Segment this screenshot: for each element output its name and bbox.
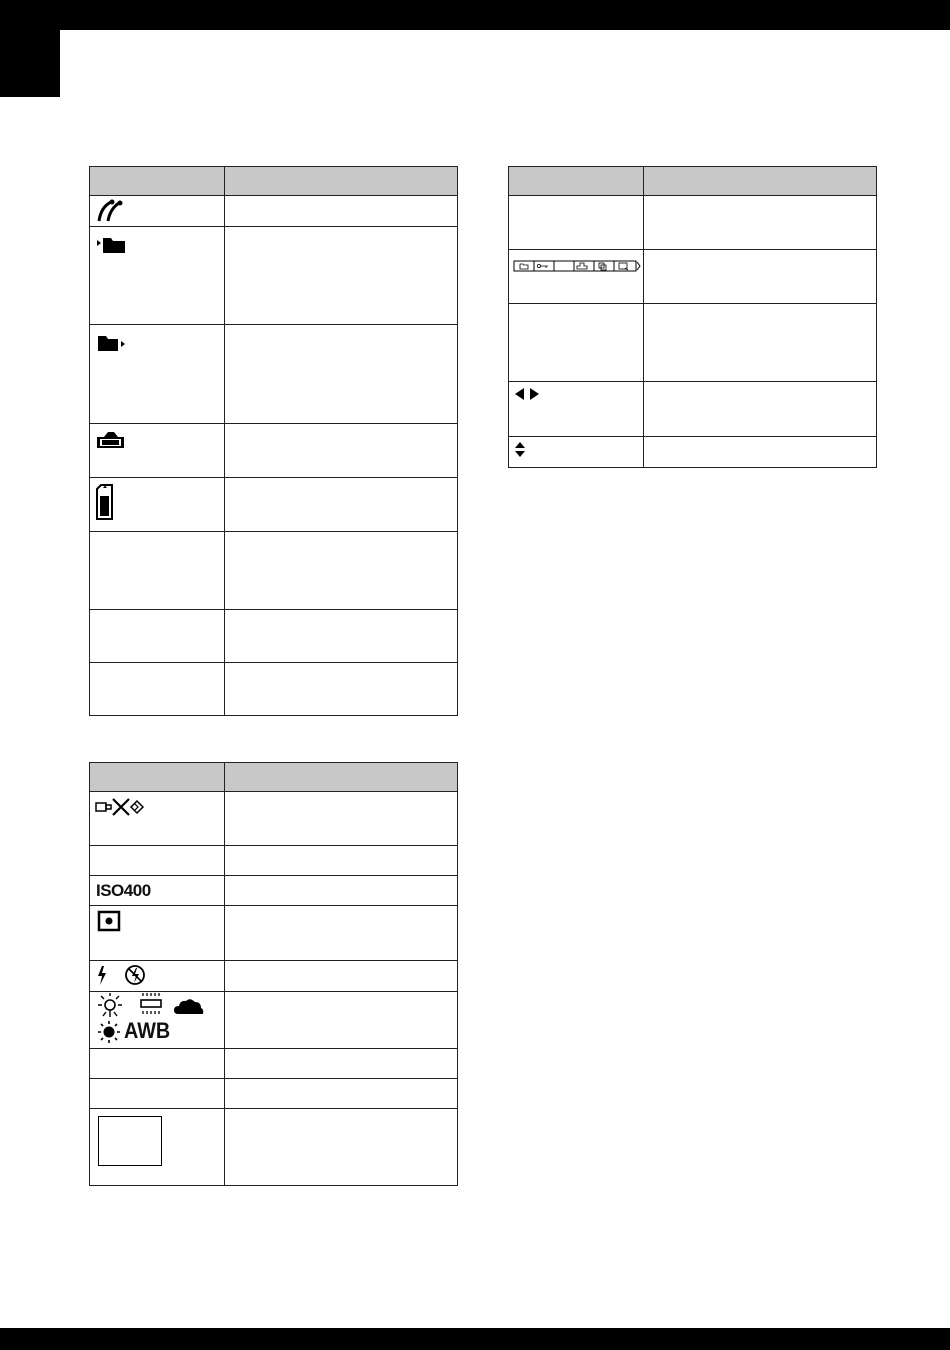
- header-indication: [644, 167, 877, 196]
- bottom-bar: [0, 1328, 950, 1350]
- table-row: [90, 846, 458, 876]
- row-icon: [90, 532, 225, 610]
- header-indication: [225, 167, 458, 196]
- row-icon: [90, 1049, 225, 1079]
- table-row: [90, 961, 458, 992]
- icon-table-left-bottom: [89, 762, 458, 1186]
- table-header: [509, 167, 877, 196]
- folder-prev-icon: [96, 334, 136, 360]
- table-row: [509, 196, 877, 250]
- table-row: [90, 532, 458, 610]
- row-text: [644, 382, 877, 437]
- table-row: [90, 478, 458, 532]
- row-text: [225, 1049, 458, 1079]
- table-row: [90, 424, 458, 478]
- table-row: [90, 792, 458, 846]
- row-text: [225, 424, 458, 478]
- row-icon: [90, 663, 225, 716]
- row-text: [225, 961, 458, 992]
- awb-icon: AWB: [124, 1018, 171, 1043]
- table-row: [90, 196, 458, 227]
- table-row: [90, 227, 458, 325]
- table-row: [509, 250, 877, 304]
- row-text: [644, 250, 877, 304]
- row-text: [644, 304, 877, 382]
- up-down-arrows-icon: [514, 441, 534, 467]
- table-row: [509, 304, 877, 382]
- row-text: [225, 906, 458, 961]
- row-text: [225, 792, 458, 846]
- table-row: [90, 876, 458, 906]
- row-text: [225, 992, 458, 1049]
- table-header: [90, 763, 458, 792]
- row-icon: [90, 846, 225, 876]
- row-text: [225, 196, 458, 227]
- frame-box-icon: [98, 1116, 162, 1166]
- header-indication: [225, 763, 458, 792]
- iso-icon: ISO400: [96, 881, 151, 900]
- row-text: [225, 478, 458, 532]
- spot-metering-icon: [97, 910, 127, 936]
- row-text: [644, 196, 877, 250]
- row-text: [225, 663, 458, 716]
- icon-table-left-top: [89, 166, 458, 716]
- table-row: [90, 1079, 458, 1109]
- row-icon: [90, 1079, 225, 1109]
- icon-table-right: [508, 166, 877, 468]
- row-text: [225, 325, 458, 424]
- memory-card-icon: [95, 483, 125, 525]
- row-text: [225, 227, 458, 325]
- table-row: [90, 325, 458, 424]
- table-row: [90, 1049, 458, 1079]
- table-row: [90, 610, 458, 663]
- row-text: [225, 1109, 458, 1186]
- row-icon: [509, 304, 644, 382]
- header-display: [509, 167, 644, 196]
- table-row: [90, 1109, 458, 1186]
- folder-next-icon: [95, 236, 135, 262]
- usb-disconnect-icon: [95, 796, 145, 822]
- row-icon: [509, 196, 644, 250]
- top-bar: [0, 0, 950, 30]
- section-tab: [0, 0, 60, 97]
- table-row: [509, 437, 877, 468]
- row-icon: [90, 610, 225, 663]
- flash-icons: [95, 963, 155, 991]
- pictbridge-connecting-icon: [95, 197, 135, 227]
- camera-folder-icon: [96, 429, 136, 455]
- table-row: [90, 663, 458, 716]
- row-text: [225, 532, 458, 610]
- table-row: [90, 992, 458, 1049]
- left-right-arrows-icon: [514, 387, 554, 407]
- table-header: [90, 167, 458, 196]
- row-text: [225, 846, 458, 876]
- header-display: [90, 763, 225, 792]
- table-row: [90, 906, 458, 961]
- row-text: [644, 437, 877, 468]
- row-text: [225, 876, 458, 906]
- menu-tab-icons: [513, 258, 641, 278]
- table-row: [509, 382, 877, 437]
- row-text: [225, 1079, 458, 1109]
- header-display: [90, 167, 225, 196]
- row-text: [225, 610, 458, 663]
